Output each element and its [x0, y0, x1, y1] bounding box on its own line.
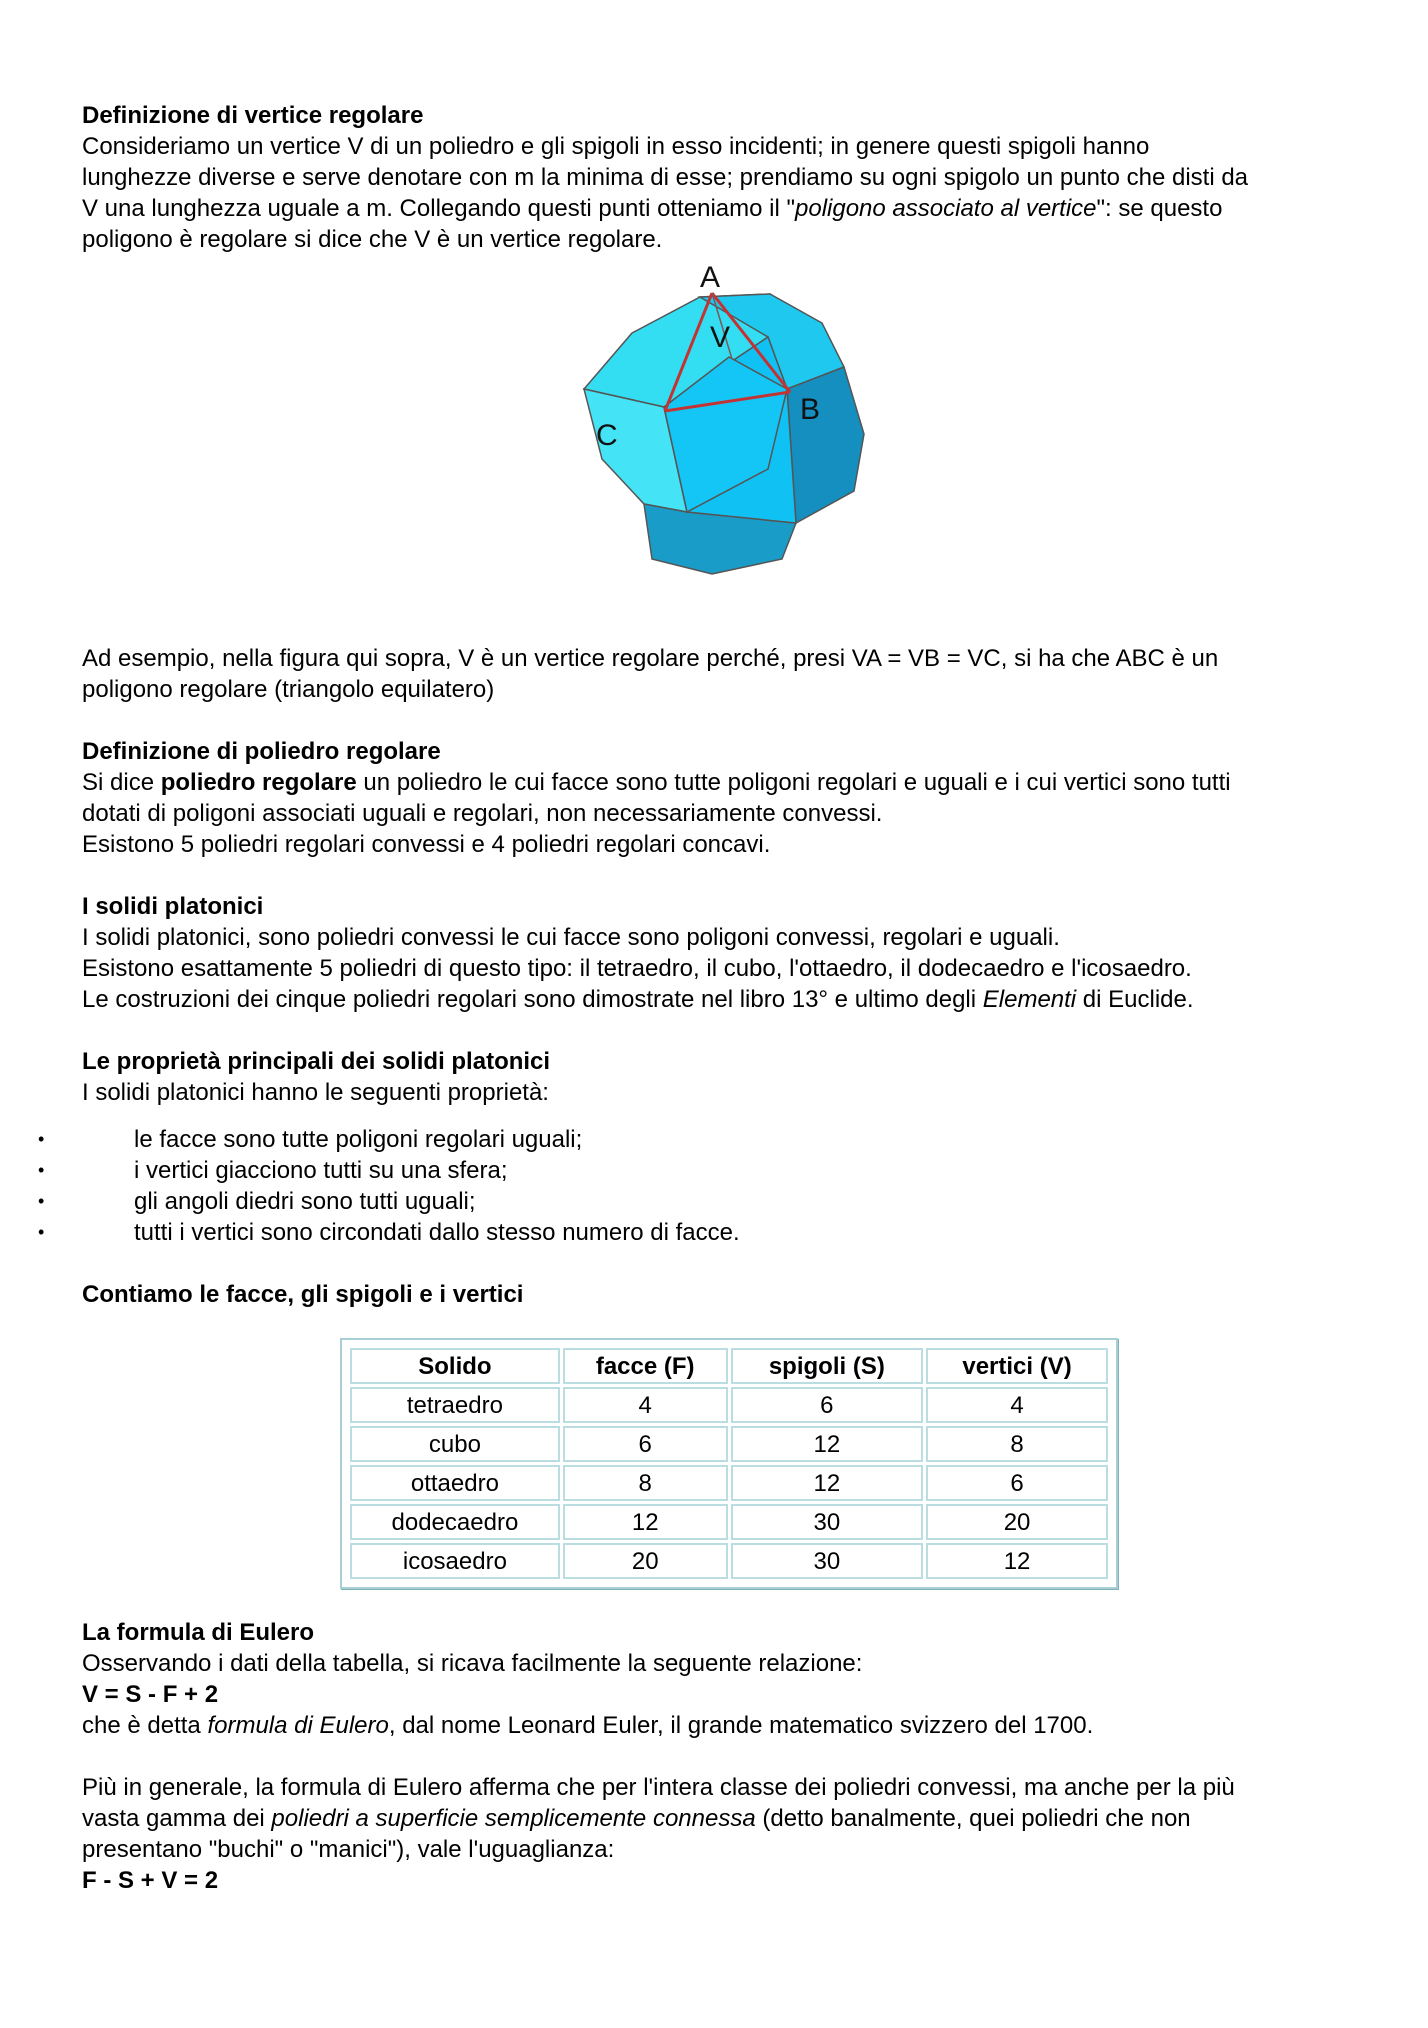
- table-cell: 30: [731, 1543, 924, 1579]
- text-span: , dal nome Leonard Euler, il grande matematico svizzero del 1700.: [388, 1712, 1094, 1739]
- text-span: V una lunghezza uguale a m. Collegando questi punti otteniamo il ": [82, 195, 795, 222]
- euler-formula-2: F - S + V = 2: [82, 1867, 219, 1894]
- euler-paragraph-2-line-3: presentano "buchi" o "manici"), vale l'uguaglianza:: [82, 1836, 615, 1863]
- text-span: vasta gamma dei: [82, 1805, 272, 1832]
- table-cell: cubo: [350, 1426, 560, 1462]
- example-section: [82, 643, 1382, 705]
- header-cell: vertici (V): [926, 1348, 1108, 1384]
- table-cell: 12: [731, 1465, 924, 1501]
- table-cell: tetraedro: [350, 1387, 560, 1423]
- dodecahedron-image: [572, 259, 882, 619]
- spacer: [82, 1108, 1382, 1124]
- list-item-text: tutti i vertici sono circondati dallo stesso numero di facce.: [134, 1219, 740, 1246]
- table-cell: 8: [926, 1426, 1108, 1462]
- vertex-definition-title: Definizione di vertice regolare: [82, 102, 424, 129]
- platonic-section: [82, 891, 1382, 1015]
- header-cell: facce (F): [563, 1348, 728, 1384]
- list-item: [38, 1217, 1382, 1248]
- table-cell: 6: [926, 1465, 1108, 1501]
- table-cell: 6: [563, 1426, 728, 1462]
- table-row: [350, 1504, 1108, 1540]
- table-cell: 30: [731, 1504, 924, 1540]
- italic-term: Elementi: [982, 986, 1077, 1013]
- table-cell: 4: [926, 1387, 1108, 1423]
- dodecahedron-figure: [82, 259, 1382, 619]
- solids-table-frame: [340, 1338, 1118, 1589]
- label-v: V: [710, 321, 731, 354]
- bullet-icon: •: [38, 1191, 45, 1211]
- text-span: di Euclide.: [1076, 986, 1194, 1013]
- euler-section: [82, 1617, 1382, 1896]
- text-span: Si dice: [82, 769, 161, 796]
- euler-line-1: Osservando i dati della tabella, si ricava facilmente la seguente relazione:: [82, 1650, 863, 1677]
- table-row: [350, 1543, 1108, 1579]
- table-cell: 12: [731, 1426, 924, 1462]
- table-cell: 12: [563, 1504, 728, 1540]
- label-c: C: [596, 419, 618, 452]
- header-cell: Solido: [350, 1348, 560, 1384]
- bullet-icon: •: [38, 1160, 45, 1180]
- euler-formula-1: V = S - F + 2: [82, 1681, 219, 1708]
- example-line-2: poligono regolare (triangolo equilatero): [82, 676, 495, 703]
- document-page: [38, 100, 1382, 1896]
- polyhedron-definition-line-1: [82, 767, 1382, 798]
- bold-term: poliedro regolare: [160, 769, 357, 796]
- list-item: [38, 1124, 1382, 1155]
- spacer: [82, 860, 1382, 891]
- table-cell: 6: [731, 1387, 924, 1423]
- text-span: Le costruzioni dei cinque poliedri regolari sono dimostrate nel libro 13° e ultimo degli: [82, 986, 983, 1013]
- properties-list: [38, 1124, 1382, 1248]
- table-header-row: [350, 1348, 1108, 1384]
- table-cell: ottaedro: [350, 1465, 560, 1501]
- list-item: [38, 1155, 1382, 1186]
- table-cell: 20: [926, 1504, 1108, 1540]
- euler-paragraph-2-line-1: Più in generale, la formula di Eulero afferma che per l'intera classe dei poliedri convessi, ma anche per la più: [82, 1774, 1235, 1801]
- text-span: un poliedro le cui facce sono tutte poligoni regolari e uguali e i cui vertici sono tutti: [356, 769, 1231, 796]
- properties-title: Le proprietà principali dei solidi platonici: [82, 1048, 551, 1075]
- properties-intro: I solidi platonici hanno le seguenti proprietà:: [82, 1079, 549, 1106]
- platonic-title: I solidi platonici: [82, 893, 264, 920]
- properties-section: [38, 1046, 1382, 1248]
- list-item: [38, 1186, 1382, 1217]
- vertex-definition-line-2: lunghezze diverse e serve denotare con m la minima di esse; prendiamo su ogni spigolo un punto che disti da: [82, 164, 1249, 191]
- text-span: (detto banalmente, quei poliedri che non: [755, 1805, 1191, 1832]
- platonic-line-2: Esistono esattamente 5 poliedri di questo tipo: il tetraedro, il cubo, l'ottaedro, il dodecaedro e l'icosaedro.: [82, 955, 1192, 982]
- list-item-text: le facce sono tutte poligoni regolari uguali;: [134, 1126, 583, 1153]
- vertex-definition-line-4: poligono è regolare si dice che V è un vertice regolare.: [82, 226, 663, 253]
- count-title: Contiamo le facce, gli spigoli e i vertici: [82, 1281, 524, 1308]
- list-item-text: gli angoli diedri sono tutti uguali;: [134, 1188, 476, 1215]
- euler-line-2: [82, 1710, 1382, 1741]
- table-row: [350, 1465, 1108, 1501]
- table-cell: icosaedro: [350, 1543, 560, 1579]
- example-line-1: Ad esempio, nella figura qui sopra, V è un vertice regolare perché, presi VA = VB = VC, si ha che ABC è un: [82, 645, 1219, 672]
- vertex-definition-line-1: Consideriamo un vertice V di un poliedro e gli spigoli in esso incidenti; in genere questi spigoli hanno: [82, 133, 1150, 160]
- table-row: [350, 1426, 1108, 1462]
- polyhedron-definition-line-2: dotati di poligoni associati uguali e regolari, non necessariamente convessi.: [82, 800, 883, 827]
- text-span: ": se questo: [1096, 195, 1223, 222]
- list-item-text: i vertici giacciono tutti su una sfera;: [134, 1157, 508, 1184]
- table-cell: dodecaedro: [350, 1504, 560, 1540]
- spacer: [82, 1248, 1382, 1279]
- platonic-line-1: I solidi platonici, sono poliedri convessi le cui facce sono poligoni convessi, regolari e uguali.: [82, 924, 1060, 951]
- bullet-icon: •: [38, 1129, 45, 1149]
- polyhedron-definition-line-3: Esistono 5 poliedri regolari convessi e 4 poliedri regolari concavi.: [82, 831, 771, 858]
- solids-table: [347, 1345, 1111, 1582]
- text-span: che è detta: [82, 1712, 208, 1739]
- euler-title: La formula di Eulero: [82, 1619, 315, 1646]
- platonic-line-3: [82, 984, 1382, 1015]
- face-right: [787, 367, 864, 523]
- label-a: A: [700, 261, 721, 294]
- table-row: [350, 1387, 1108, 1423]
- euler-paragraph-2-line-2: [82, 1803, 1382, 1834]
- table-cell: 4: [563, 1387, 728, 1423]
- label-b: B: [800, 393, 821, 426]
- bullet-icon: •: [38, 1222, 45, 1242]
- polyhedron-definition-section: [82, 736, 1382, 860]
- spacer: [82, 1741, 1382, 1772]
- polyhedron-definition-title: Definizione di poliedro regolare: [82, 738, 441, 765]
- vertex-definition-line-3: [82, 193, 1382, 224]
- table-cell: 20: [563, 1543, 728, 1579]
- table-cell: 8: [563, 1465, 728, 1501]
- vertex-definition-section: [82, 100, 1382, 255]
- italic-term: poligono associato al vertice: [795, 195, 1097, 222]
- header-cell: spigoli (S): [731, 1348, 924, 1384]
- italic-term: poliedri a superficie semplicemente connessa: [271, 1805, 756, 1832]
- italic-term: formula di Eulero: [207, 1712, 389, 1739]
- table-cell: 12: [926, 1543, 1108, 1579]
- spacer: [82, 1015, 1382, 1046]
- spacer: [82, 705, 1382, 736]
